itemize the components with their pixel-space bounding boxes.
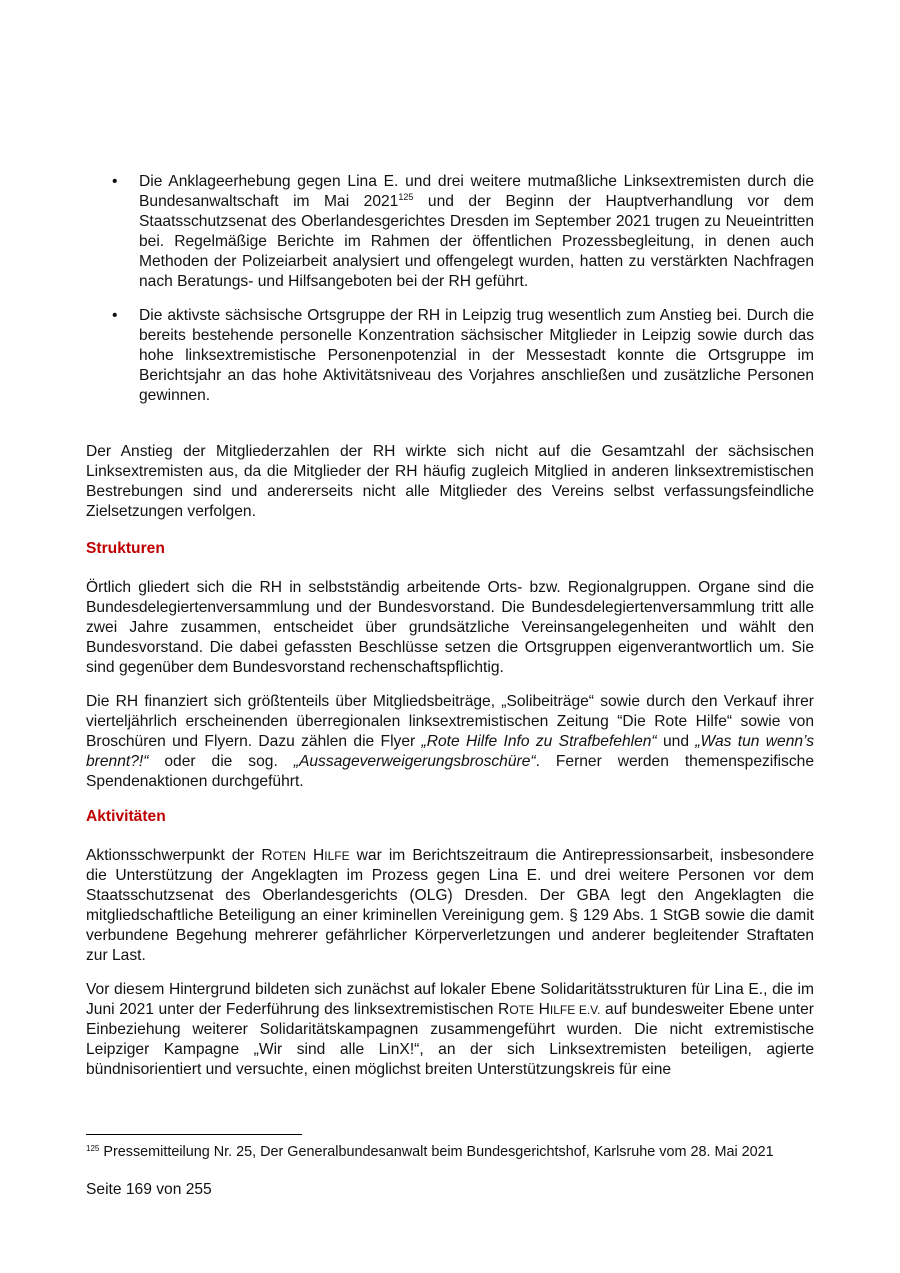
activities-heading-block: [86, 807, 814, 827]
structures-paragraph-1-block: [86, 578, 814, 678]
bullet-list: [86, 172, 814, 420]
bullet-text: Die aktivste sächsische Ortsgruppe der RH in Leipzig trug wesentlich zum Anstieg bei. Durch die bereits bestehende personelle Konzentration sächsischer Mitglieder in Leipzig sowie durch das hohe linksextremistische Personenpotenzial in der Messestadt konnte die Ortsgruppe im Berichtsjahr an das hohe Aktivitätsniveau des Vorjahres anschließen und zusätzliche Personen gewinnen.: [139, 307, 814, 404]
intro-paragraph-block: [86, 442, 814, 522]
bullet-icon: •: [112, 173, 118, 190]
bullet-icon: •: [112, 307, 118, 324]
footnote: [86, 1143, 814, 1161]
structures-paragraph-2-block: [86, 692, 814, 792]
page-number: Seite 169 von 255: [86, 1181, 212, 1198]
footnote-reference[interactable]: 125: [398, 192, 414, 202]
list-item: [86, 306, 814, 406]
section-heading-structures: Strukturen: [86, 540, 165, 557]
bullet-text: Die Anklageerhebung gegen Lina E. und drei weitere mutmaßliche Linksextremisten durch die Bundesanwaltschaft im Mai 2021$^{125}$ und der Beginn der Hauptverhandlung vor dem Staatsschutzsenat des Oberlandesgerichtes Dresden im September 2021 trugen zu Neueintritten bei. Regelmäßige Berichte im Rahmen der öffentlichen Prozessbegleitung, in denen auch Methoden der Polizeiarbeit analysiert und offengelegt wurden, hatten zu verstärkten Nachfragen nach Beratungs- und Hilfsangeboten bei der RH geführt.: [139, 173, 815, 290]
list-item: [86, 172, 814, 292]
structures-paragraph-2: Die RH finanziert sich größtenteils über Mitgliedsbeiträge, „Solibeiträge“ sowie durch den Verkauf ihrer vierteljährlich erscheinenden überregionalen linksextremistischen Zeitung “Die Rote Hilfe“ sowie von Broschüren und Flyern. Dazu zählen die Flyer „Rote Hilfe Info zu Strafbefehlen“ und „Was tun wenn’s brennt?!“ oder die sog. „Aussageverweigerungsbroschüre“. Ferner werden themenspezifische Spendenaktionen durchgeführt.: [86, 693, 815, 790]
footnote-text: Pressemitteilung Nr. 25, Der Generalbundesanwalt beim Bundesgerichtshof, Karlsruhe vom 28. Mai 2021: [99, 1144, 774, 1160]
activities-paragraph-2-block: [86, 980, 814, 1080]
footnote-number: 125: [86, 1144, 100, 1153]
activities-paragraph-1: Aktionsschwerpunkt der ROTEN HILFE war im Berichtszeitraum die Antirepressionsarbeit, insbesondere die Unterstützung der Angeklagten im Prozess gegen Lina E. und drei weitere Personen vor dem Staatsschutzsenat des Oberlandesgerichts (OLG) Dresden. Der GBA legt den Angeklagten die mitgliedschaftliche Beteiligung an einer kriminellen Vereinigung gem. § 129 Abs. 1 StGB sowie die damit verbundene Begehung mehrerer gefährlicher Körperverletzungen und anderer begleitender Straftaten zur Last.: [86, 847, 815, 964]
intro-paragraph: Der Anstieg der Mitgliederzahlen der RH wirkte sich nicht auf die Gesamtzahl der sächsischen Linksextremisten aus, da die Mitglieder der RH häufig zugleich Mitglied in anderen linksextremistischen Bestrebungen sind und andererseits nicht alle Mitglieder des Vereins selbst verfassungsfeindliche Zielsetzungen verfolgen.: [86, 443, 814, 520]
activities-paragraph-1-block: [86, 846, 814, 966]
section-heading-activities: Aktivitäten: [86, 808, 166, 825]
activities-paragraph-2: Vor diesem Hintergrund bildeten sich zunächst auf lokaler Ebene Solidaritätsstrukturen für Lina E., die im Juni 2021 unter der Federführung des linksextremistischen ROTE HILFE E.V. auf bundesweiter Ebene unter Einbeziehung weiterer Solidaritätskampagnen zusammengeführt wurden. Die nicht extremistische Leipziger Kampagne „Wir sind alle LinX!“, an der sich Linksextremisten beteiligen, agierte bündnisorientiert und versuchte, einen möglichst breiten Unterstützungskreis für eine: [86, 981, 814, 1078]
structures-paragraph-1: Örtlich gliedert sich die RH in selbstständig arbeitende Orts- bzw. Regionalgruppen. Organe sind die Bundesdelegiertenversammlung und der Bundesvorstand. Die Bundesdelegiertenversammlung tritt alle zwei Jahre zusammen, entscheidet über grundsätzliche Vereinsangelegenheiten und wählt den Bundesvorstand. Die dabei gefassten Beschlüsse setzen die Ortsgruppen eigenverantwortlich um. Sie sind gegenüber dem Bundesvorstand rechenschaftspflichtig.: [86, 579, 814, 676]
document-page: [86, 0, 814, 1273]
structures-heading-block: [86, 539, 814, 559]
footnote-separator: [86, 1134, 302, 1135]
